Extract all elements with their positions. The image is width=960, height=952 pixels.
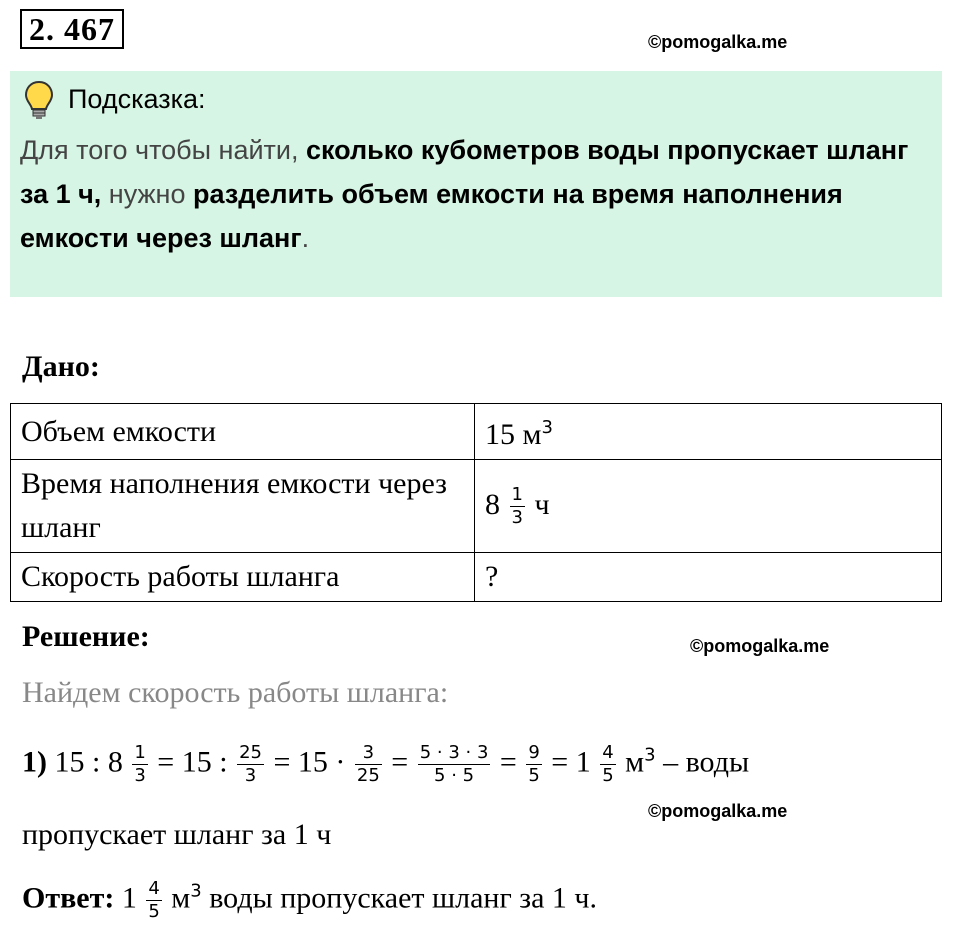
watermark: ©pomogalka.me <box>690 636 830 656</box>
given-value: ? <box>475 553 942 602</box>
fraction: $\frac{9}{5}$ <box>528 742 540 786</box>
fraction: $\frac{1}{3}$ <box>511 484 523 529</box>
answer: Ответ: 1 $\frac{4}{5}$ $м^3$ воды пропускает шланг за 1 ч. <box>22 878 598 922</box>
table-row <box>11 404 942 460</box>
fraction: $\frac{3}{25}$ <box>356 742 380 786</box>
fraction: $\frac{4}{5}$ <box>148 878 160 922</box>
watermark: ©pomogalka.me <box>648 801 788 821</box>
given-value: 8 $\frac{1}{3}$ ч <box>475 460 942 553</box>
hint-title: Подсказка: <box>68 84 206 114</box>
hint-text: Для того чтобы найти, сколько кубометров воды пропускает шланг за 1 ч, нужно разделить объем емкости на время наполнения емкости через шланг. <box>20 135 909 253</box>
solution-intro: Найдем скорость работы шланга: <box>22 676 449 709</box>
fraction: $\frac{1}{3}$ <box>134 742 146 786</box>
given-label: Время наполнения емкости через шланг <box>11 460 475 553</box>
fraction: $\frac{25}{3}$ <box>239 742 262 786</box>
solution-heading: Решение: <box>22 620 150 653</box>
lightbulb-icon <box>24 80 54 120</box>
table-row <box>11 460 942 553</box>
solution-step: 1) 15 : 8 $\frac{1}{3}$ = 15 : $\frac{25}{3}$ = 15 · $\frac{3}{25}$ = $\frac{5 \cdot 3 \cdot 3}{5 \cdot 5}$ = $\frac{9}{5}$ = 1 $\frac{4}{5}$ $м^3$ – воды <box>22 742 750 786</box>
watermark: ©pomogalka.me <box>648 32 788 52</box>
table-row <box>11 553 942 602</box>
given-label: Объем емкости <box>11 404 475 460</box>
fraction: $\frac{5 \cdot 3 \cdot 3}{5 \cdot 5}$ <box>419 742 489 786</box>
problem-number: 2. 467 <box>20 9 124 49</box>
given-heading: Дано: <box>22 350 100 383</box>
given-label: Скорость работы шланга <box>11 553 475 602</box>
solution-step-continuation: пропускает шланг за 1 ч <box>22 818 332 851</box>
given-table <box>10 403 942 602</box>
fraction: $\frac{4}{5}$ <box>602 742 614 786</box>
given-value: 15 $м^3$ <box>475 404 942 460</box>
